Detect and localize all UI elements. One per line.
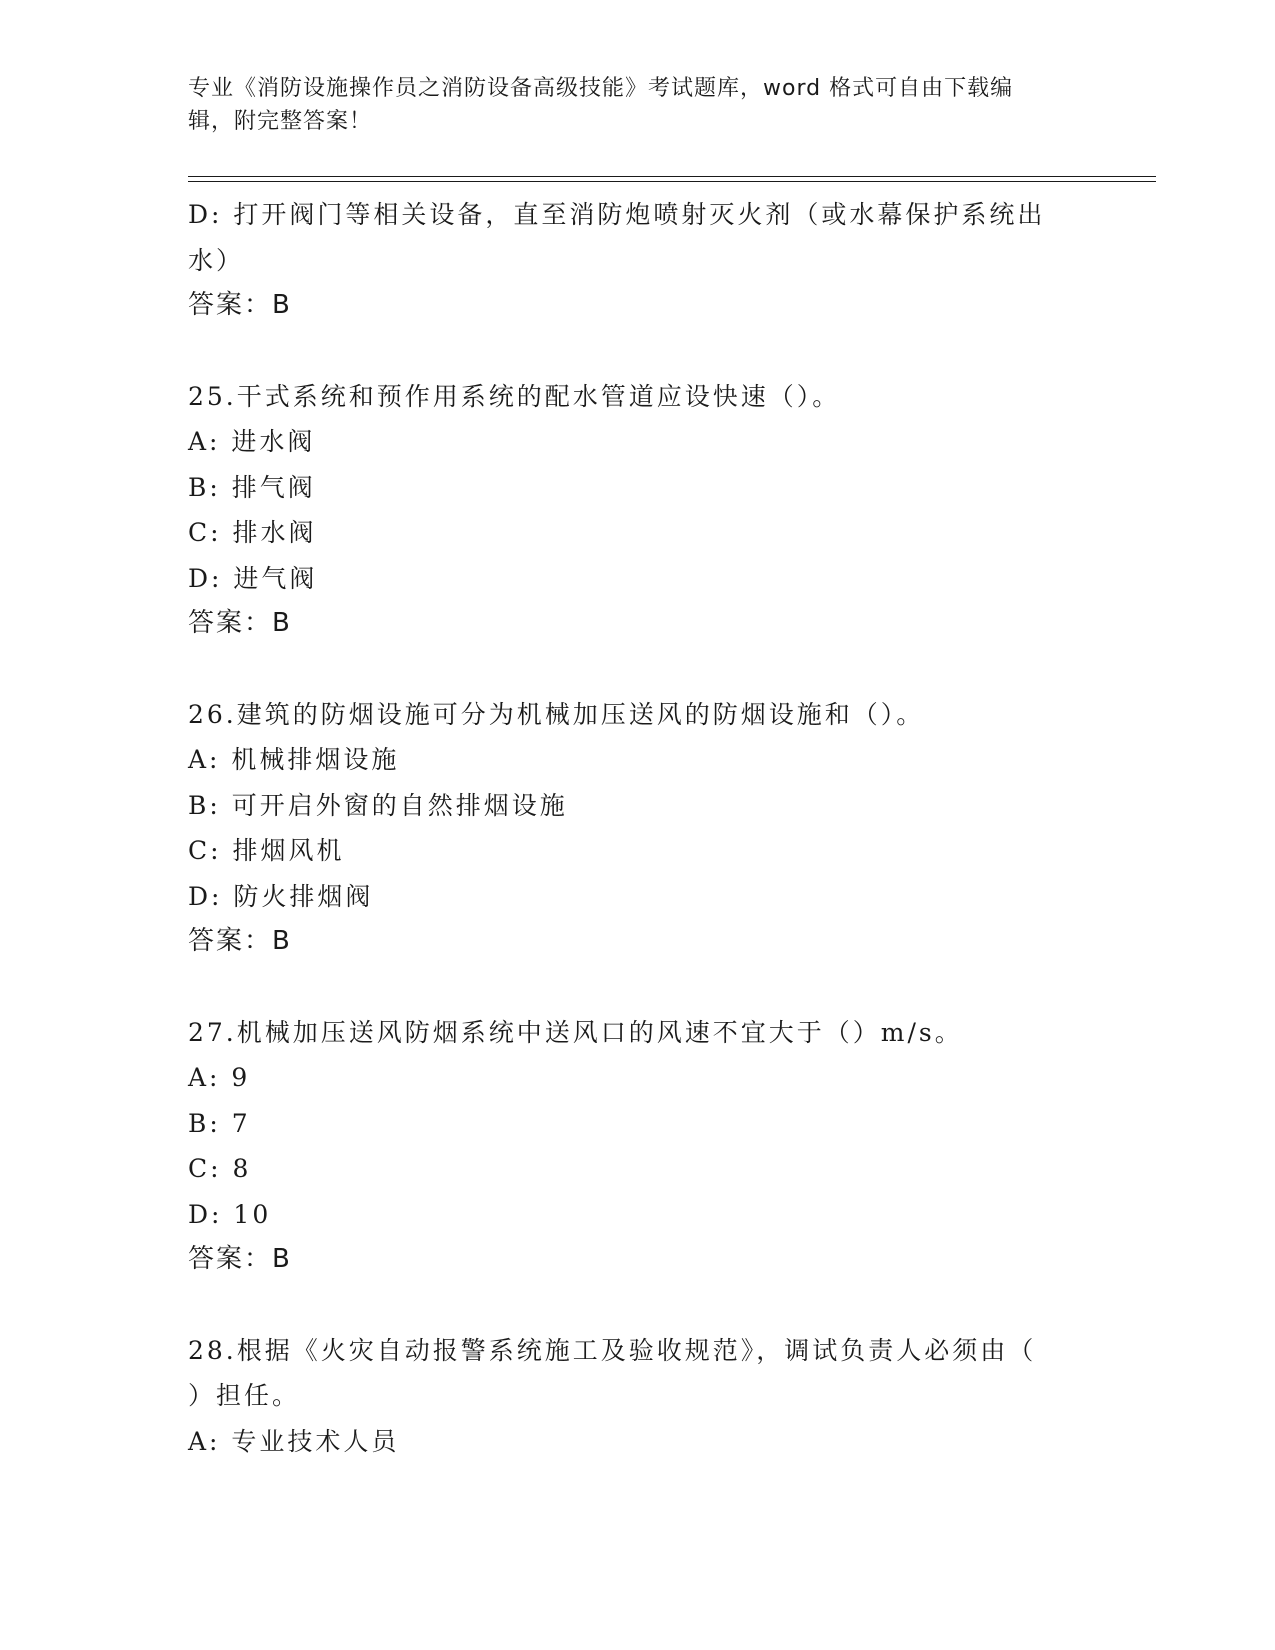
option-d: D: 防火排烟阀 <box>188 881 374 911</box>
answer: 答案：B <box>188 608 292 638</box>
option-a: A: 9 <box>188 1063 251 1092</box>
header-line-2: 辑，附完整答案！ <box>188 109 373 134</box>
question-text-continued: ）担任。 <box>188 1381 301 1410</box>
previous-question-tail <box>188 192 1088 329</box>
header-line-1: 专业《消防设施操作员之消防设备高级技能》考试题库，word 格式可自由下载编 <box>188 76 1014 101</box>
option-b: B: 排气阀 <box>188 472 316 502</box>
option-d-continued: 水） <box>188 245 245 275</box>
option-d: D: 打开阀门等相关设备，直至消防炮喷射灭火剂（或水幕保护系统出 <box>188 200 1046 229</box>
option-c: C: 排水阀 <box>188 518 317 547</box>
option-b: B: 7 <box>188 1108 251 1138</box>
question-25 <box>188 374 1088 647</box>
document-header <box>188 72 1088 138</box>
question-26 <box>188 692 1088 965</box>
question-text: 27.机械加压送风防烟系统中送风口的风速不宜大于（）m/s。 <box>188 1017 963 1047</box>
question-text: 25.干式系统和预作用系统的配水管道应设快速（）。 <box>188 381 841 411</box>
header-divider-top <box>188 176 1156 177</box>
option-d: D: 进气阀 <box>188 563 318 593</box>
option-b: B: 可开启外窗的自然排烟设施 <box>188 790 568 820</box>
answer: 答案：B <box>188 926 292 956</box>
option-a: A: 进水阀 <box>188 427 316 456</box>
question-text: 26.建筑的防烟设施可分为机械加压送风的防烟设施和（）。 <box>188 699 925 729</box>
answer: 答案：B <box>188 290 292 320</box>
document-body <box>188 192 1088 1464</box>
header-divider-bottom <box>188 181 1156 182</box>
option-d: D: 10 <box>188 1199 272 1229</box>
option-a: A: 专业技术人员 <box>188 1426 400 1456</box>
question-28 <box>188 1328 1088 1465</box>
option-c: C: 8 <box>188 1154 252 1183</box>
question-text: 28.根据《火灾自动报警系统施工及验收规范》，调试负责人必须由（ <box>188 1335 1037 1365</box>
option-c: C: 排烟风机 <box>188 836 345 865</box>
question-27 <box>188 1010 1088 1283</box>
answer: 答案：B <box>188 1244 292 1274</box>
option-a: A: 机械排烟设施 <box>188 745 400 774</box>
